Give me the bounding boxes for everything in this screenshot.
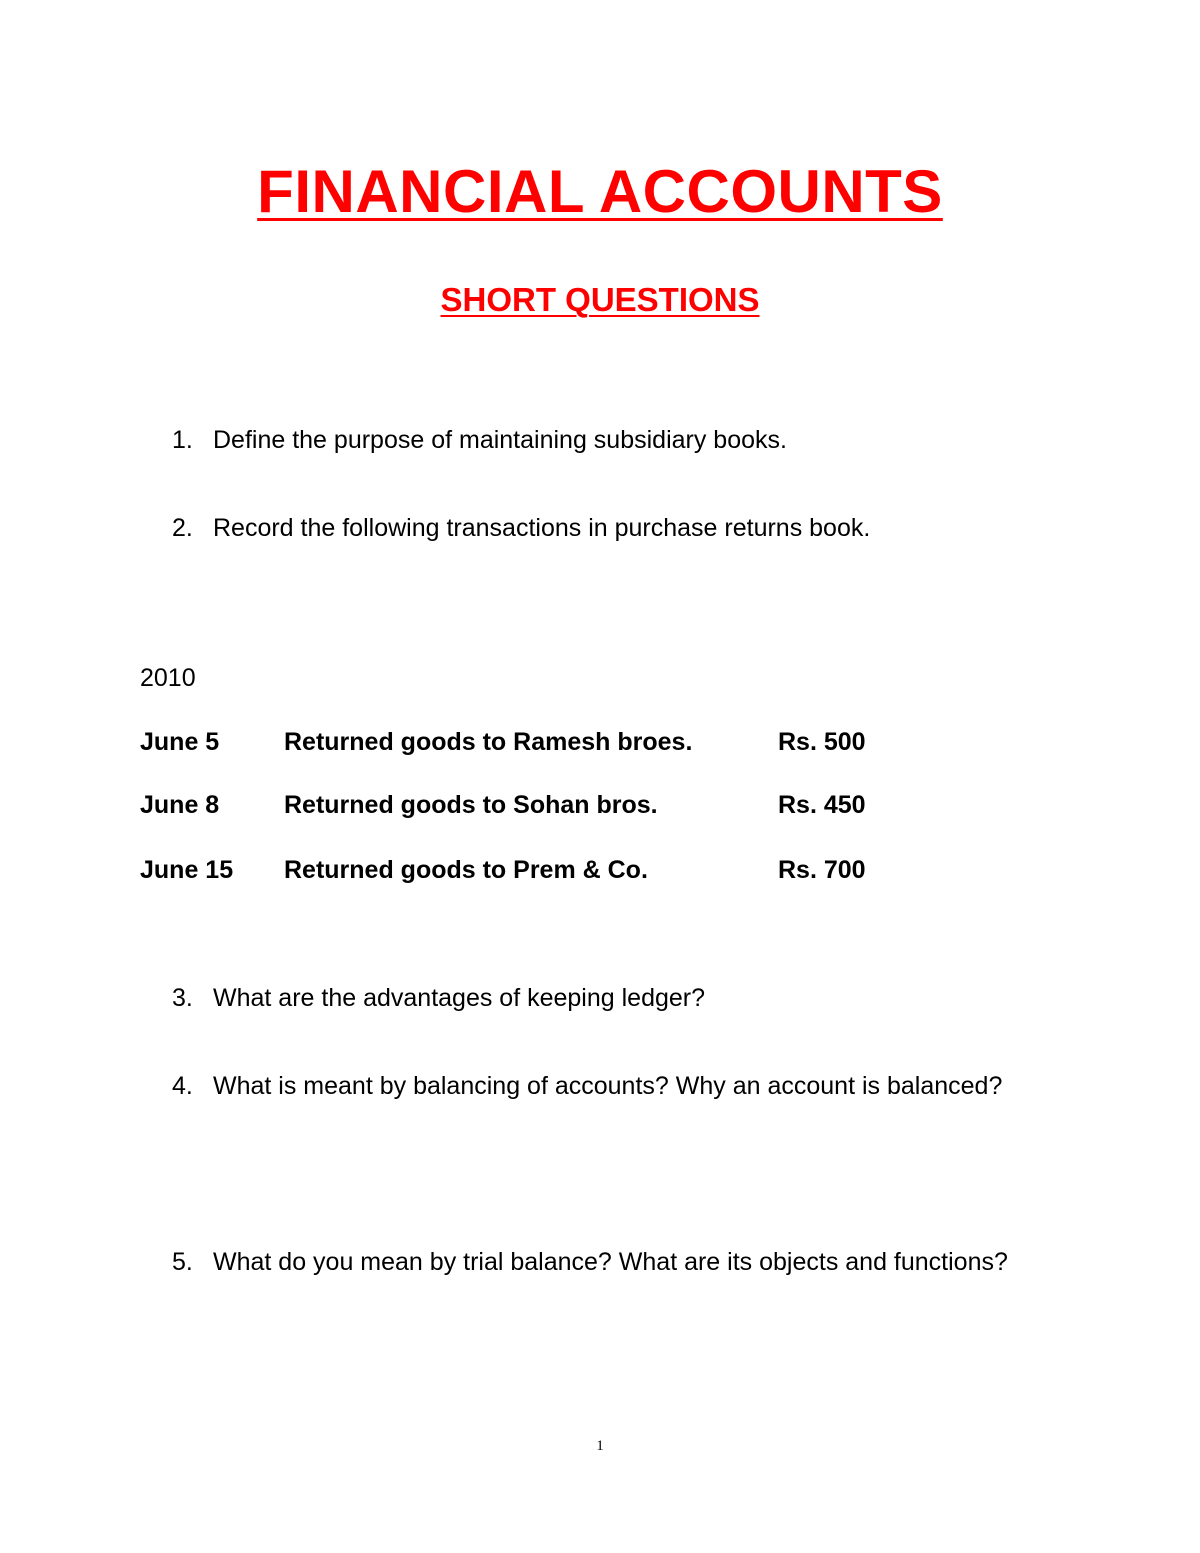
transaction-date: June 8 bbox=[140, 791, 220, 819]
question-2 bbox=[172, 506, 1058, 550]
transaction-description: Returned goods to Prem & Co. bbox=[284, 856, 648, 884]
transactions-year: 2010 bbox=[140, 664, 196, 692]
page-subtitle: SHORT QUESTIONS bbox=[440, 281, 760, 318]
transaction-amount: Rs. 700 bbox=[778, 856, 866, 884]
question-text: Record the following transactions in purchase returns book. bbox=[213, 514, 871, 542]
question-number: 4. bbox=[172, 1072, 193, 1100]
page-title: FINANCIAL ACCOUNTS bbox=[257, 158, 943, 225]
question-number: 1. bbox=[172, 426, 193, 454]
transaction-amount: Rs. 450 bbox=[778, 791, 866, 819]
question-1 bbox=[172, 418, 1058, 462]
question-3 bbox=[172, 976, 1058, 1020]
question-text: What are the advantages of keeping ledger? bbox=[213, 984, 706, 1012]
transaction-date: June 5 bbox=[140, 728, 220, 756]
question-number: 5. bbox=[172, 1248, 193, 1276]
question-4 bbox=[172, 1064, 1058, 1108]
question-text: What do you mean by trial balance? What are its objects and functions? bbox=[213, 1248, 1008, 1276]
question-number: 2. bbox=[172, 514, 193, 542]
transaction-description: Returned goods to Ramesh broes. bbox=[284, 728, 693, 756]
transaction-amount: Rs. 500 bbox=[778, 728, 866, 756]
transaction-date: June 15 bbox=[140, 856, 234, 884]
question-text: What is meant by balancing of accounts? Why an account is balanced? bbox=[213, 1072, 1003, 1100]
page-number: 1 bbox=[596, 1438, 604, 1454]
question-text: Define the purpose of maintaining subsidiary books. bbox=[213, 426, 787, 454]
question-number: 3. bbox=[172, 984, 193, 1012]
question-5 bbox=[172, 1240, 1058, 1284]
transaction-description: Returned goods to Sohan bros. bbox=[284, 791, 658, 819]
